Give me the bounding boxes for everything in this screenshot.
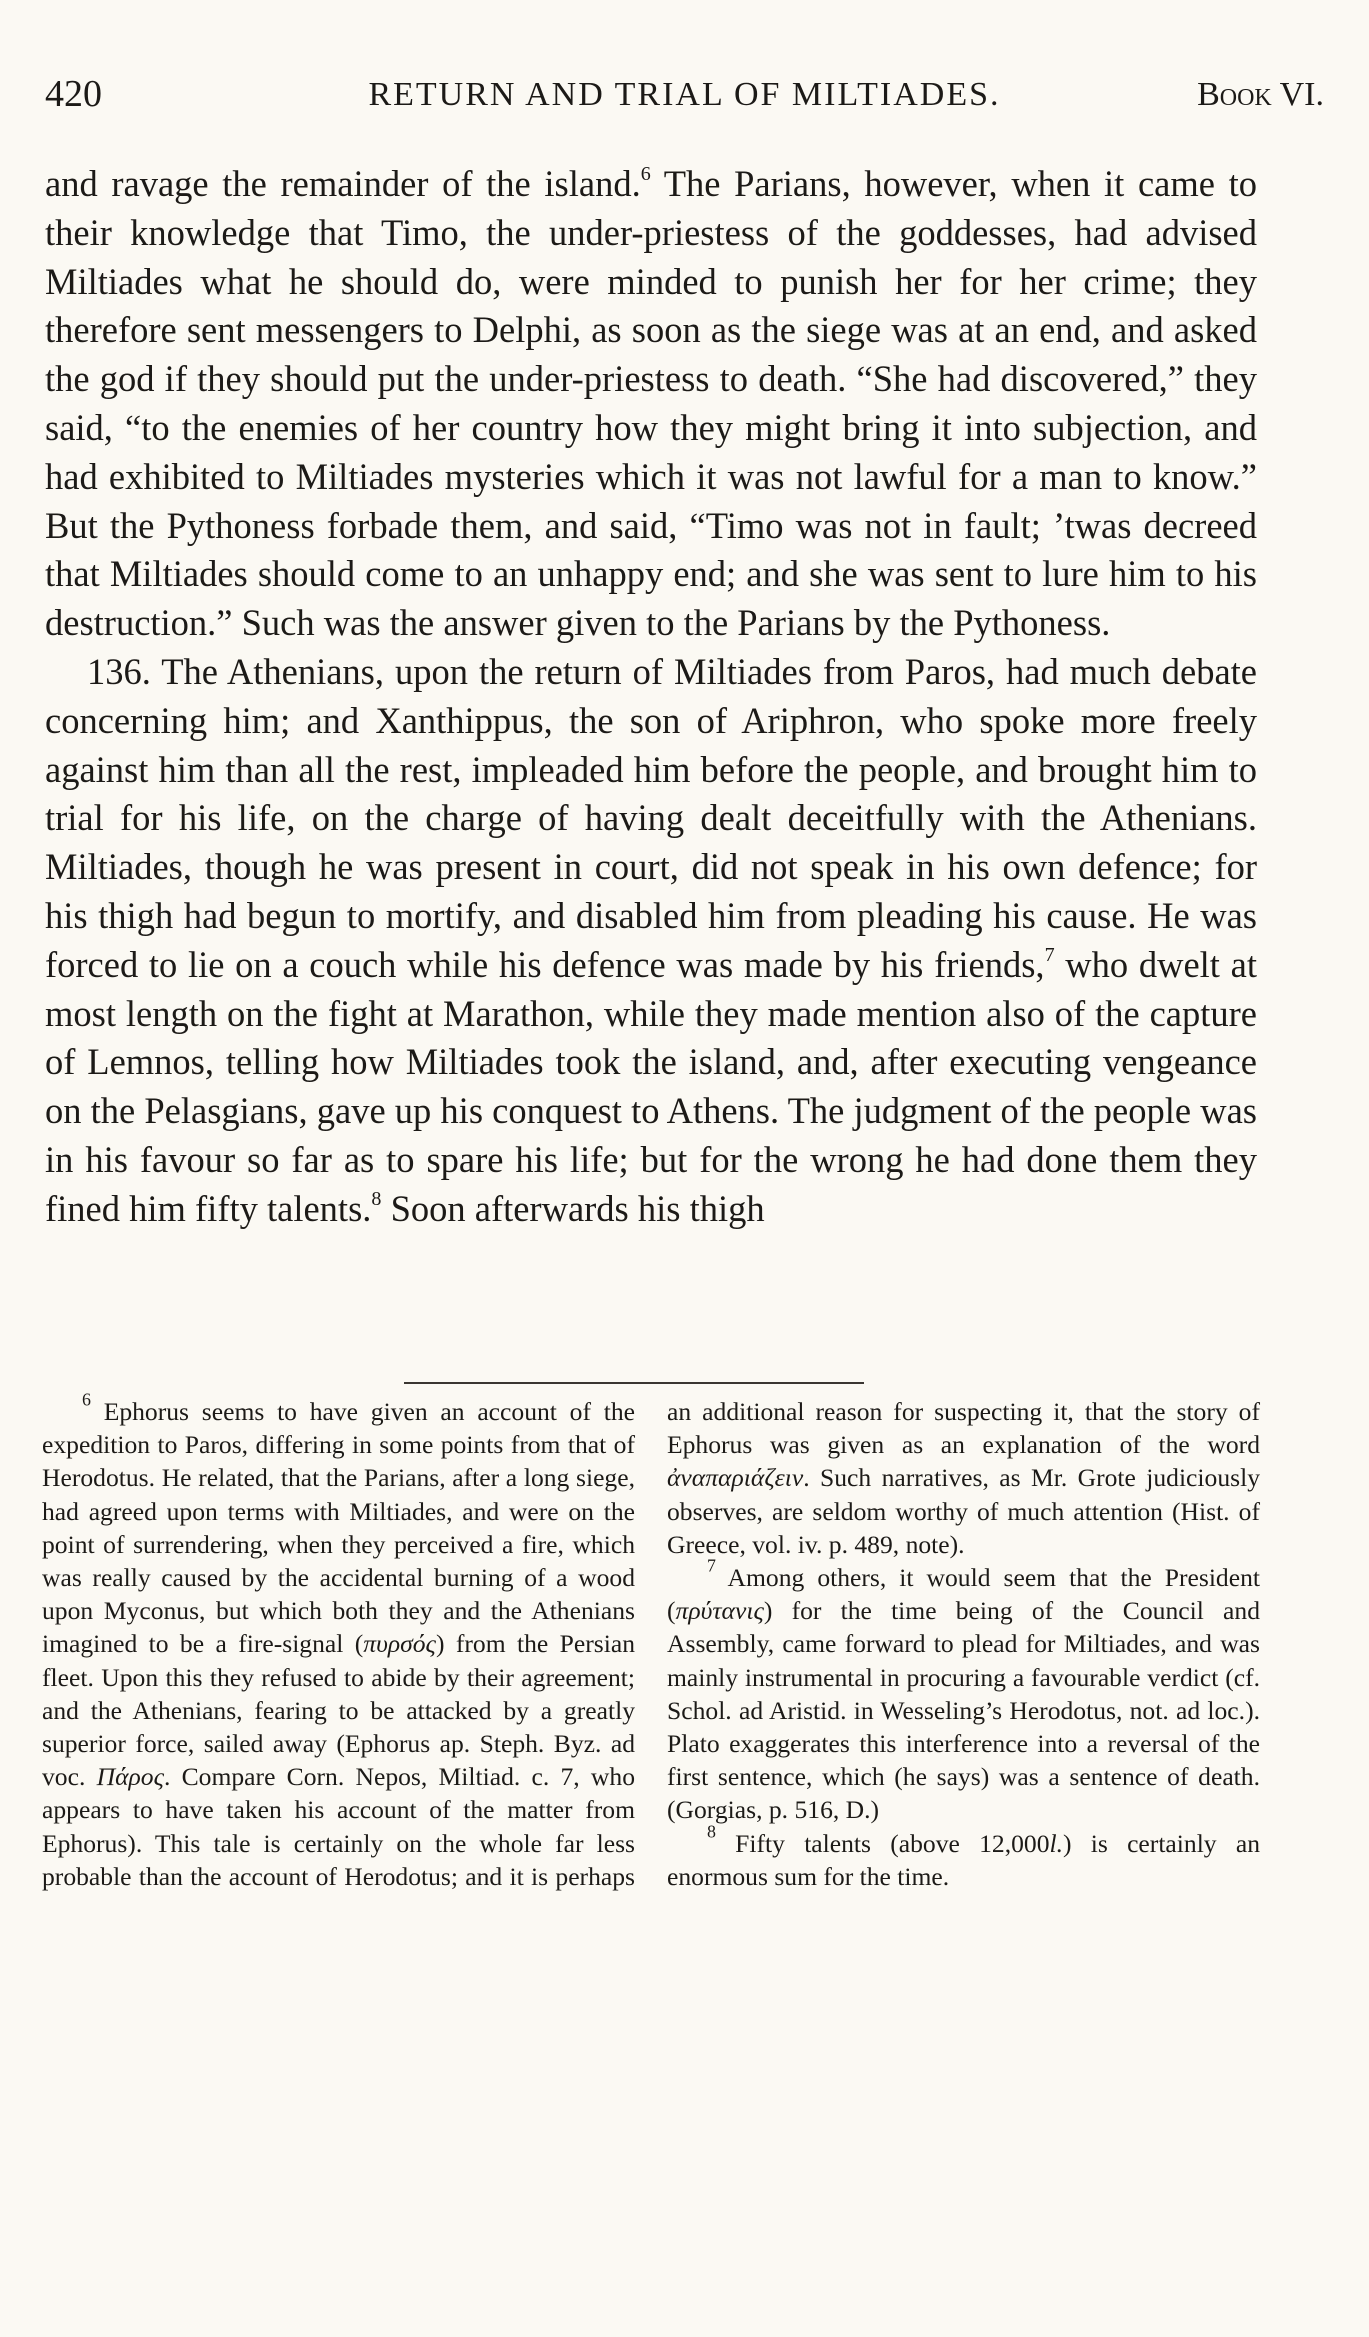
book-label: Book VI.: [1197, 76, 1324, 113]
running-title: RETURN AND TRIAL OF MILTIADES.: [368, 76, 1001, 113]
footnote-6: $^6$ Ephorus seems to have given an account of the expedition to Paros, differing in some points from that of Herodotus. He related, that the Parians, after a long siege, had agreed upon terms with Miltiades, and were on the point of surrendering, when they perceived a fire, which was really caused by the accidental burning of a wood upon Myconus, but which both they and the Athenians imagined to be a fire-signal (πυρσός) from the Persian fleet. Upon this they refused to abide by their agreement; and the Athenians, fearing to be attacked by a greatly superior force, sailed away (Ephorus ap. Steph. Byz. ad voc. Πάρος. Compare Corn. Nepos, Miltiad. c. 7, who appears to have taken his account of the matter from Ephorus). This tale is certainly on the whole far less probable than the account of Herodotus; and it is perhaps an additional reason for suspecting it, that the story of Ephorus was given as an explanation of the word ἀναπαριάζειν. Such narratives, as Mr. Grote judiciously observes, are seldom worthy of much attention (Hist. of Greece, vol. iv. p. 489, note).: [42, 1389, 1260, 1891]
paragraph-136: 136. The Athenians, upon the return of Miltiades from Paros, had much debate concerning him; and Xanthippus, the son of Ariphron, who spoke more freely against him than all the rest, impleaded him before the people, and brought him to trial for his life, on the charge of having dealt deceitfully with the Athenians. Miltiades, though he was present in court, did not speak in his own defence; for his thigh had begun to mortify, and disabled him from pleading his cause. He was forced to lie on a couch while his defence was made by his friends,$^7$ who dwelt at most length on the fight at Marathon, while they made mention also of the capture of Lemnos, telling how Miltiades took the island, and, after executing vengeance on the Pelasgians, gave up his conquest to Athens. The judgment of the people was in his favour so far as to spare his life; but for the wrong he had done them they fined him fifty talents.$^8$ Soon afterwards his thigh: [45, 650, 1257, 1229]
page-number: 420: [45, 73, 102, 115]
footnote-8: $^8$ Fifty talents (above 12,000l.) is certainly an enormous sum for the time.: [667, 1821, 1260, 1891]
footnote-ref-6: 6: [640, 162, 651, 185]
footnotes: [42, 1389, 1260, 1893]
paragraph-continuation: and ravage the remainder of the island.$^6$ The Parians, however, when it came to their knowledge that Timo, the under-priestess of the goddesses, had advised Miltiades what he should do, were minded to punish her for her crime; they therefore sent messengers to Delphi, as soon as the siege was at an end, and asked the god if they should put the under-priestess to death. “She had discovered,” they said, “to the enemies of her country how they might bring it into subjection, and had exhibited to Miltiades mysteries which it was not lawful for a man to know.” But the Pythoness forbade them, and said, “Timo was not in fault; ’twas decreed that Miltiades should come to an unhappy end; and she was sent to lure him to his destruction.” Such was the answer given to the Parians by the Pythoness.: [45, 162, 1257, 644]
main-text: [45, 160, 1257, 1234]
running-header: [45, 72, 1324, 122]
footnote-7: $^7$ Among others, it would seem that the President (πρύτανις) for the time being of the Council and Assembly, came forward to plead for Miltiades, and was mainly instrumental in procuring a favourable verdict (cf. Schol. ad Aristid. in Wesseling’s Herodotus, not. ad loc.). Plato exaggerates this interference into a reversal of the first sentence, which (he says) was a sentence of death. (Gorgias, p. 516, D.): [667, 1555, 1260, 1825]
footnote-ref-8: 8: [371, 1187, 382, 1210]
footnote-divider: [404, 1382, 864, 1384]
footnote-ref-7: 7: [1044, 943, 1055, 966]
